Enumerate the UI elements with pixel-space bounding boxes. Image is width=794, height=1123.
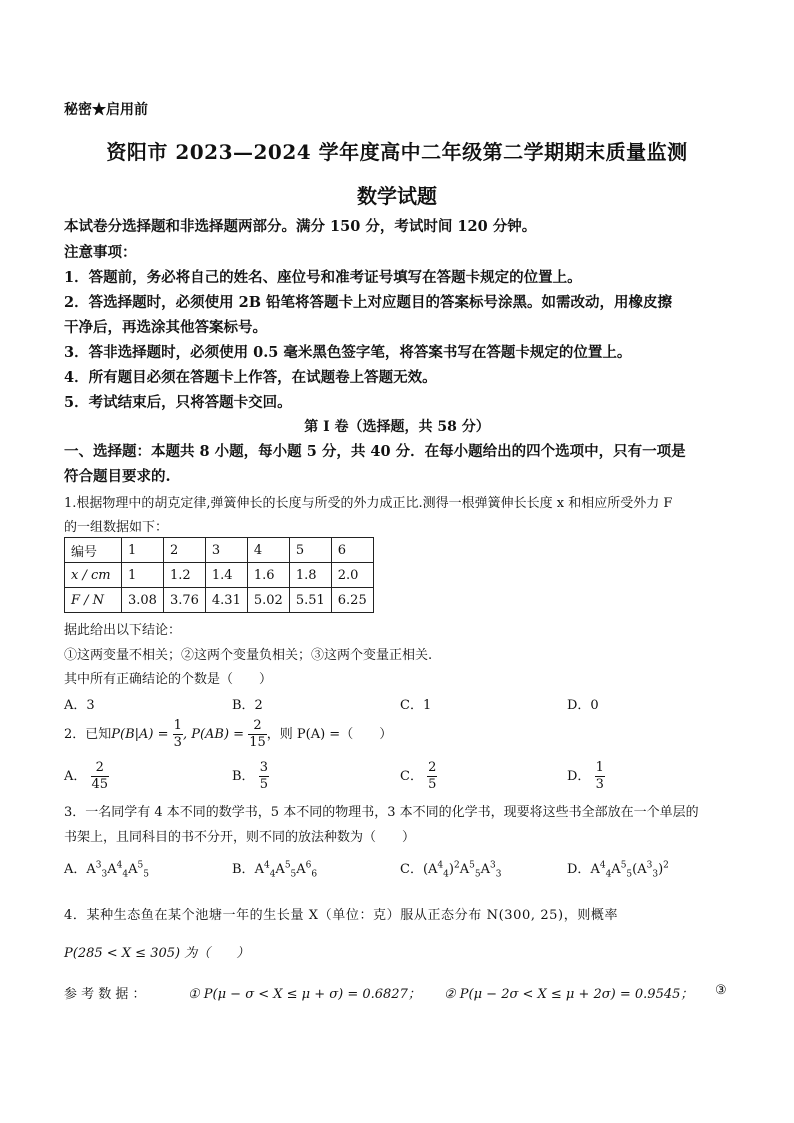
table-cell: 1.8	[289, 563, 331, 588]
q1-data-table	[64, 537, 374, 613]
option-label: B．	[232, 769, 255, 784]
table-header-cell: F / N	[65, 588, 122, 613]
option-frac	[91, 760, 110, 793]
notice-item-1: 1．答题前，务必将自己的姓名、座位号和准考证号填写在答题卡规定的位置上。	[64, 269, 582, 286]
q4-ref-2: ② P(μ − 2σ < X ≤ μ + 2σ) = 0.9545；	[444, 987, 694, 1002]
table-cell: 1.4	[205, 563, 247, 588]
table-cell: 3.76	[163, 588, 205, 613]
frac-num: 2	[91, 760, 110, 777]
q2-expr1: P(B|A) =	[111, 727, 169, 742]
exam-title: 资阳市 2023—2024 学年度高中二年级第二学期期末质量监测	[106, 140, 688, 164]
part-title: 第 I 卷（选择题，共 58 分）	[304, 419, 490, 435]
q4-stem: 4．某种生态鱼在某个池塘一年的生长量 X（单位：克）服从正态分布 N(300, 25)，则概率	[64, 908, 619, 923]
q2-prefix: 2．已知	[64, 727, 112, 742]
option-label: A．	[64, 769, 87, 784]
frac-num: 2	[428, 760, 437, 775]
option-label: D．	[567, 862, 591, 877]
q4-ref-1: ① P(μ − σ < X ≤ μ + σ) = 0.6827；	[188, 987, 421, 1002]
table-cell: 4.31	[205, 588, 247, 613]
q1-stem: 1.根据物理中的胡克定律,弹簧伸长的长度与所受的外力成正比.测得一根弹簧伸长长度 x 和相应所受外力 F	[64, 496, 673, 511]
q3-stem: 3．一名同学有 4 本不同的数学书，5 本不同的物理书，3 本不同的化学书，现要将这些书全部放在一个单层的	[64, 805, 699, 820]
table-cell: 1	[122, 538, 164, 563]
q2-frac-1	[173, 718, 183, 751]
option-label: B．	[232, 862, 255, 877]
table-cell: 1.2	[163, 563, 205, 588]
q2-option-b	[232, 760, 269, 793]
notice-item-4: 4．所有题目必须在答题卡上作答，在试题卷上答题无效。	[64, 369, 437, 386]
frac-den: 3	[173, 735, 182, 750]
q3-option-a: A．$A^3_3A^4_4A^5_5$	[64, 860, 149, 880]
exam-subtitle: 数学试题	[357, 184, 437, 208]
notice-title: 注意事项：	[64, 244, 137, 261]
option-label: D．	[567, 769, 591, 784]
table-cell: 5.02	[247, 588, 289, 613]
option-frac	[427, 760, 437, 793]
frac-num: 1	[595, 760, 604, 775]
option-label: A．	[64, 862, 87, 877]
table-cell: 3.08	[122, 588, 164, 613]
q1-option-c: C．1	[400, 698, 432, 713]
frac-den: 5	[428, 777, 437, 792]
q1-option-a: A．3	[64, 698, 95, 713]
frac-num: 3	[259, 760, 268, 775]
table-cell: 4	[247, 538, 289, 563]
table-cell: 2.0	[331, 563, 373, 588]
q2-option-d	[567, 760, 605, 793]
table-header-cell: x / cm	[65, 563, 122, 588]
notice-item-2-cont: 干净后，再选涂其他答案标号。	[64, 319, 267, 336]
frac-num: 2	[248, 718, 267, 735]
notice-item-2: 2．答选择题时，必须使用 2B 铅笔将答题卡上对应题目的答案标号涂黑。如需改动，用橡皮擦	[64, 294, 673, 311]
table-header-cell: 编号	[65, 538, 122, 563]
q4-stem-cont: P(285 < X ≤ 305) 为（ ）	[64, 946, 250, 961]
q1-after-2: ①这两变量不相关；②这两个变量负相关；③这两个变量正相关.	[64, 648, 433, 663]
q4-ref-label: 参 考 数 据 ：	[64, 987, 146, 1002]
q3-option-b: B．$A^4_4A^5_5A^6_6$	[232, 860, 318, 880]
frac-den: 15	[249, 735, 266, 750]
table-cell: 5.51	[289, 588, 331, 613]
option-label: C．	[400, 769, 423, 784]
q1-option-d: D．0	[567, 698, 599, 713]
q1-after-1: 据此给出以下结论：	[64, 623, 182, 638]
table-cell: 5	[289, 538, 331, 563]
q3-option-d: D．$A^4_4A^5_5(A^3_3)^2$	[567, 860, 669, 880]
option-frac	[259, 760, 269, 793]
frac-den: 3	[595, 777, 604, 792]
table-cell: 6	[331, 538, 373, 563]
q1-stem-cont: 的一组数据如下：	[64, 520, 169, 535]
table-cell: 3	[205, 538, 247, 563]
table-cell: 1	[122, 563, 164, 588]
table-row	[65, 563, 374, 588]
table-cell: 6.25	[331, 588, 373, 613]
frac-den: 45	[91, 777, 109, 792]
table-row	[65, 588, 374, 613]
q2-option-c	[400, 760, 437, 793]
confidential-mark: 秘密★启用前	[64, 102, 148, 118]
q2-frac-2	[248, 718, 267, 751]
option-frac	[595, 760, 605, 793]
q2-option-a	[64, 760, 109, 793]
section-desc-cont: 符合题目要求的.	[64, 468, 171, 485]
intro-line: 本试卷分选择题和非选择题两部分。满分 150 分，考试时间 120 分钟。	[64, 218, 537, 235]
frac-num: 1	[173, 718, 182, 733]
q2-stem	[64, 718, 392, 751]
notice-item-5: 5．考试结束后，只将答题卡交回。	[64, 394, 292, 411]
q3-option-c: C．$(A^4_4)^2A^5_5A^3_3$	[400, 860, 502, 880]
table-cell: 2	[163, 538, 205, 563]
q1-after-3: 其中所有正确结论的个数是（ ）	[64, 672, 273, 687]
q1-option-b: B．2	[232, 698, 263, 713]
notice-item-3: 3．答非选择题时，必须使用 0.5 毫米黑色签字笔，将答案书写在答题卡规定的位置上。	[64, 344, 632, 361]
table-cell: 1.6	[247, 563, 289, 588]
q2-suffix: ，则 P(A) =（ ）	[266, 727, 393, 742]
table-row	[65, 538, 374, 563]
q2-expr2: , P(AB) =	[182, 727, 245, 742]
frac-den: 5	[259, 777, 268, 792]
option-label: C．	[400, 862, 423, 877]
q3-stem-cont: 书架上，且同科目的书不分开，则不同的放法种数为（ ）	[64, 830, 416, 845]
section-desc: 一、选择题：本题共 8 小题，每小题 5 分，共 40 分．在每小题给出的四个选项中，只有一项是	[64, 443, 686, 460]
q4-ref-3: ③	[715, 983, 727, 998]
